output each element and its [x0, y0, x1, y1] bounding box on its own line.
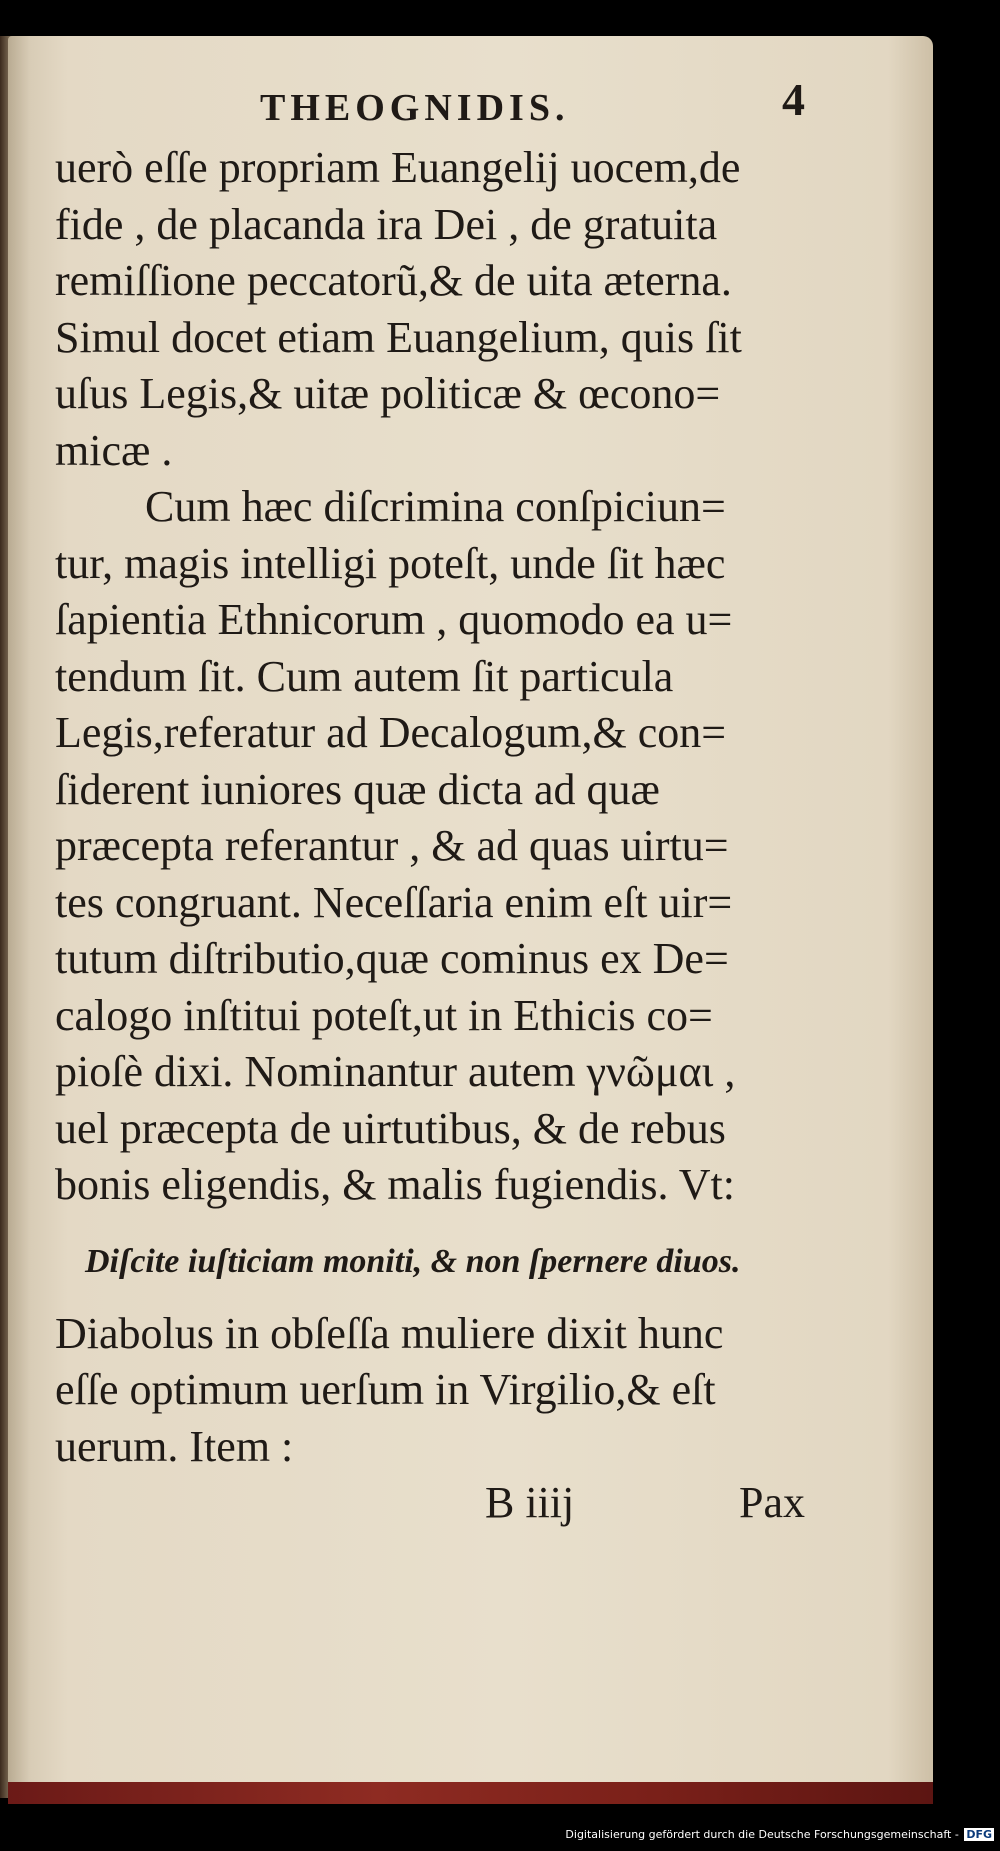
text-line: tendum ſit. Cum autem ſit particula: [55, 651, 674, 701]
text-line: Legis,referatur ad Decalogum,& con=: [55, 708, 727, 757]
text-line: ſapientia Ethnicorum , quomodo ea u=: [55, 595, 733, 644]
text-line: tutum diſtributio,quæ cominus ex De=: [55, 934, 729, 983]
text-line: pioſè dixi. Nominantur autem γνῶμαι ,: [55, 1047, 736, 1096]
text-line: ſiderent iuniores quæ dicta ad quæ: [55, 764, 660, 814]
page-text: [55, 70, 815, 1531]
page-foot-line: [55, 1475, 815, 1531]
text-line: uſus Legis,& uitæ politicæ & œcono=: [55, 369, 721, 418]
text-line: uerum. Item :: [55, 1421, 294, 1471]
text-line: remiſſione peccatorũ,& de uita æterna.: [55, 256, 732, 305]
paragraph-3: [55, 1306, 815, 1476]
text-line: uerò eſſe propriam Euangelij uocem,de: [55, 143, 741, 192]
text-line: tur, magis intelligi poteſt, unde ſit hæc: [55, 538, 726, 588]
text-line: calogo inſtitui poteſt,ut in Ethicis co=: [55, 990, 713, 1040]
text-line: micæ .: [55, 425, 173, 475]
page-number: 4: [782, 74, 805, 125]
page-bottom-edge: [8, 1782, 933, 1804]
dfg-logo-icon: DFG: [966, 1828, 992, 1841]
text-line: præcepta referantur , & ad quas uirtu=: [55, 821, 729, 870]
credit-text: Digitalisierung gefördert durch die Deutsche Forschungsgemeinschaft -: [565, 1828, 959, 1841]
text-line: bonis eligendis, & malis fugiendis. Vt:: [55, 1160, 735, 1209]
verse-quote: Diſcite iuſticiam moniti, & non ſpernere diuos.: [85, 1242, 741, 1280]
paragraph-2: [55, 479, 815, 1214]
paragraph-1: [55, 140, 815, 479]
digitization-credit: [565, 1828, 994, 1841]
catchword: Pax: [739, 1478, 805, 1527]
text-line: Simul docet etiam Euangelium, quis ſit: [55, 312, 742, 362]
running-header: [55, 70, 815, 130]
text-line: Cum hæc diſcrimina conſpiciun=: [145, 482, 726, 531]
text-line: eſſe optimum uerſum in Virgilio,& eſt: [55, 1365, 716, 1414]
text-line: uel præcepta de uirtutibus, & de rebus: [55, 1103, 726, 1153]
signature-mark: B iiij: [485, 1478, 575, 1527]
text-line: Diabolus in obſeſſa muliere dixit hunc: [55, 1308, 724, 1358]
text-line: tes congruant. Neceſſaria enim eſt uir=: [55, 877, 733, 927]
running-head-title: THEOGNIDIS.: [260, 87, 570, 129]
text-line: fide , de placanda ira Dei , de gratuita: [55, 199, 718, 249]
